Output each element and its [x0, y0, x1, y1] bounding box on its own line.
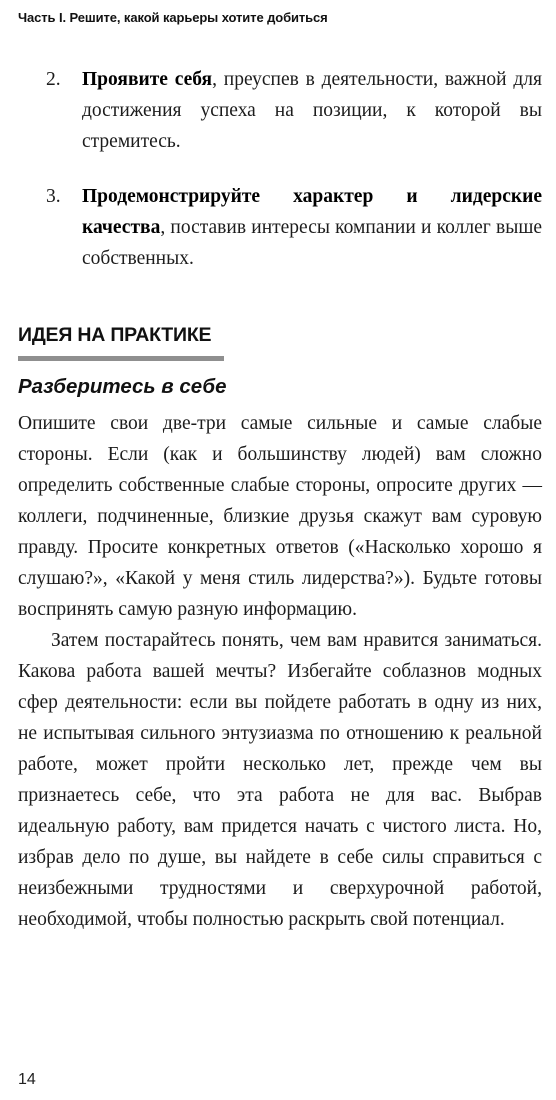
- body-text: [18, 408, 542, 935]
- list-item-number: 2.: [46, 69, 61, 90]
- list-item: [46, 64, 542, 157]
- section-heading: ИДЕЯ НА ПРАКТИКЕ: [18, 324, 212, 346]
- list-item-body: , поставив интересы компании и коллег выше собственных.: [82, 217, 542, 269]
- section-heading-underline: [18, 356, 224, 361]
- list-item-number: 3.: [46, 186, 61, 207]
- page-number: 14: [18, 1071, 36, 1088]
- list-item-bold-lead: Проявите себя: [82, 69, 213, 90]
- section-subheading: Разберитесь в себе: [18, 375, 227, 398]
- list-item: [46, 181, 542, 274]
- list-item-text: [82, 64, 542, 157]
- list-item-body: , преуспев в деятельности, важной для достижения успеха на позиции, к которой вы стремитесь.: [82, 69, 542, 152]
- list-item-text: [82, 181, 542, 274]
- running-header: Часть I. Решите, какой карьеры хотите добиться: [18, 10, 328, 25]
- paragraph: Опишите свои две-три самые сильные и самые слабые стороны. Если (как и большинству людей) вам сложно определить собственные слабые стороны, опросите других — коллеги, подчиненные, близкие друзья скажут вам суровую правду. Просите конкретных ответов («Насколько хорошо я слушаю?», «Какой у меня стиль лидерства?»). Будьте готовы воспринять самую разную информацию.: [18, 413, 542, 620]
- list-item-bold-lead: Продемонстрируйте характер и лидерские качества: [82, 186, 542, 238]
- numbered-list: [46, 64, 542, 298]
- paragraph: Затем постарайтесь понять, чем вам нравится заниматься. Какова работа вашей мечты? Избегайте соблазнов модных сфер деятельности: если вы пойдете работать в одну из них, не испытывая сильного энтузиазма по отношению к реальной работе, может пройти несколько лет, прежде чем вы признаетесь себе, что эта работа не для вас. Выбрав идеальную работу, вам придется начать с чистого листа. Но, избрав дело по душе, вы найдете в себе силы справиться с неизбежными трудностями и сверхурочной работой, необходимой, чтобы полностью раскрыть свой потенциал.: [18, 630, 542, 930]
